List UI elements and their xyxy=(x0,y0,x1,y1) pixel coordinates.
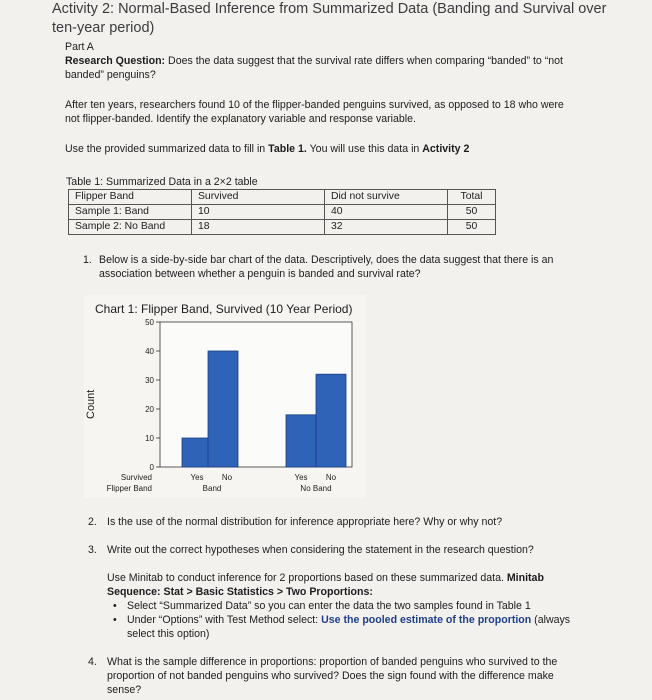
table-header-row xyxy=(69,190,496,205)
bar-chart xyxy=(84,295,366,498)
x-category-label: Yes xyxy=(190,473,204,482)
table-header-cell: Total xyxy=(448,190,496,205)
y-tick-label: 30 xyxy=(145,376,154,385)
table-header-cell: Flipper Band xyxy=(69,190,192,205)
instruction-mid: You will use this data in xyxy=(306,143,423,155)
bar xyxy=(208,351,238,467)
question-1-number: 1. xyxy=(83,254,92,266)
question-4-text: What is the sample difference in proportions: proportion of banded penguins who survived to the proportion of not banded penguins who survived? Does the sign found with the difference make sense? xyxy=(107,656,558,696)
minitab-instructions xyxy=(107,571,577,599)
research-question xyxy=(65,54,585,82)
table-cell: 50 xyxy=(448,205,496,220)
table-ref: Table 1. xyxy=(268,143,307,155)
x-group-label: Band xyxy=(202,484,222,493)
table-cell: 40 xyxy=(325,205,448,220)
instruction-pre: Use the provided summarized data to fill in xyxy=(65,143,269,155)
table-header-cell: Did not survive xyxy=(325,190,448,205)
table-caption: Table 1: Summarized Data in a 2×2 table xyxy=(66,176,258,188)
x-category-label: No xyxy=(221,473,233,482)
x-outer-axis-label: Flipper Band xyxy=(106,484,152,493)
question-3-text: Write out the correct hypotheses when considering the statement in the research question? xyxy=(107,544,534,556)
y-tick-label: 0 xyxy=(149,463,154,472)
question-2-number: 2. xyxy=(88,516,97,528)
x-inner-axis-label: Survived xyxy=(120,473,152,482)
table-cell: Sample 2: No Band xyxy=(69,220,192,235)
table-cell: 50 xyxy=(448,220,496,235)
table-row xyxy=(69,205,496,220)
y-tick-label: 20 xyxy=(145,405,154,414)
table-cell: Sample 1: Band xyxy=(69,205,192,220)
question-2-text: Is the use of the normal distribution for inference appropriate here? Why or why not? xyxy=(107,516,503,528)
bar xyxy=(316,374,346,467)
bullet-text: Under “Options” with Test Method select: xyxy=(127,614,322,626)
table-header-cell: Survived xyxy=(192,190,325,205)
x-category-label: No xyxy=(325,473,337,482)
bullet-item xyxy=(113,613,582,641)
minitab-pre: Use Minitab to conduct inference for 2 proportions based on these summarized data. xyxy=(107,572,507,584)
x-category-label: Yes xyxy=(294,473,308,482)
chart-title: Chart 1: Flipper Band, Survived (10 Year Period) xyxy=(95,302,353,316)
bullet-item xyxy=(113,599,582,613)
y-tick-label: 40 xyxy=(145,347,154,356)
bullet-dot-icon: • xyxy=(113,600,117,612)
question-3-number: 3. xyxy=(88,544,97,556)
summary-table xyxy=(68,189,496,235)
question-4-number: 4. xyxy=(88,656,97,668)
bar xyxy=(286,415,316,467)
intro-paragraph: After ten years, researchers found 10 of the flipper-banded penguins survived, as opposed to 18 who were not flipper-banded. Identify the explanatory variable and response variable. xyxy=(65,99,564,125)
y-tick-label: 10 xyxy=(145,434,154,443)
bar xyxy=(182,438,212,467)
part-label: Part A xyxy=(65,41,94,53)
table-instruction xyxy=(65,142,605,156)
question-1-text: Below is a side-by-side bar chart of the data. Descriptively, does the data suggest that there is an association between whether a penguin is banded and survival rate? xyxy=(99,254,554,280)
bullet-dot-icon: • xyxy=(113,614,117,626)
bullet-text: Select “Summarized Data” so you can enter the data the two samples found in Table 1 xyxy=(127,600,531,612)
bullet-post-text: (always select this option) xyxy=(127,614,571,640)
research-question-text: Does the data suggest that the survival rate differs when comparing “banded” to “not banded” penguins? xyxy=(65,55,563,81)
table-cell: 32 xyxy=(325,220,448,235)
table-row xyxy=(69,220,496,235)
table-cell: 10 xyxy=(192,205,325,220)
activity-ref: Activity 2 xyxy=(422,143,470,155)
x-group-label: No Band xyxy=(300,484,332,493)
chart-y-axis-label: Count xyxy=(85,389,97,419)
bullet-bold-text: Use the pooled estimate of the proportion xyxy=(321,614,532,626)
research-question-label: Research Question: xyxy=(65,55,166,67)
activity-title: Activity 2: Normal-Based Inference from Summarized Data (Banding and Survival over ten-year period) xyxy=(52,1,607,36)
y-tick-label: 50 xyxy=(145,318,154,327)
minitab-sequence: Minitab Sequence: Stat > Basic Statistics > Two Proportions: xyxy=(107,572,544,598)
table-cell: 18 xyxy=(192,220,325,235)
